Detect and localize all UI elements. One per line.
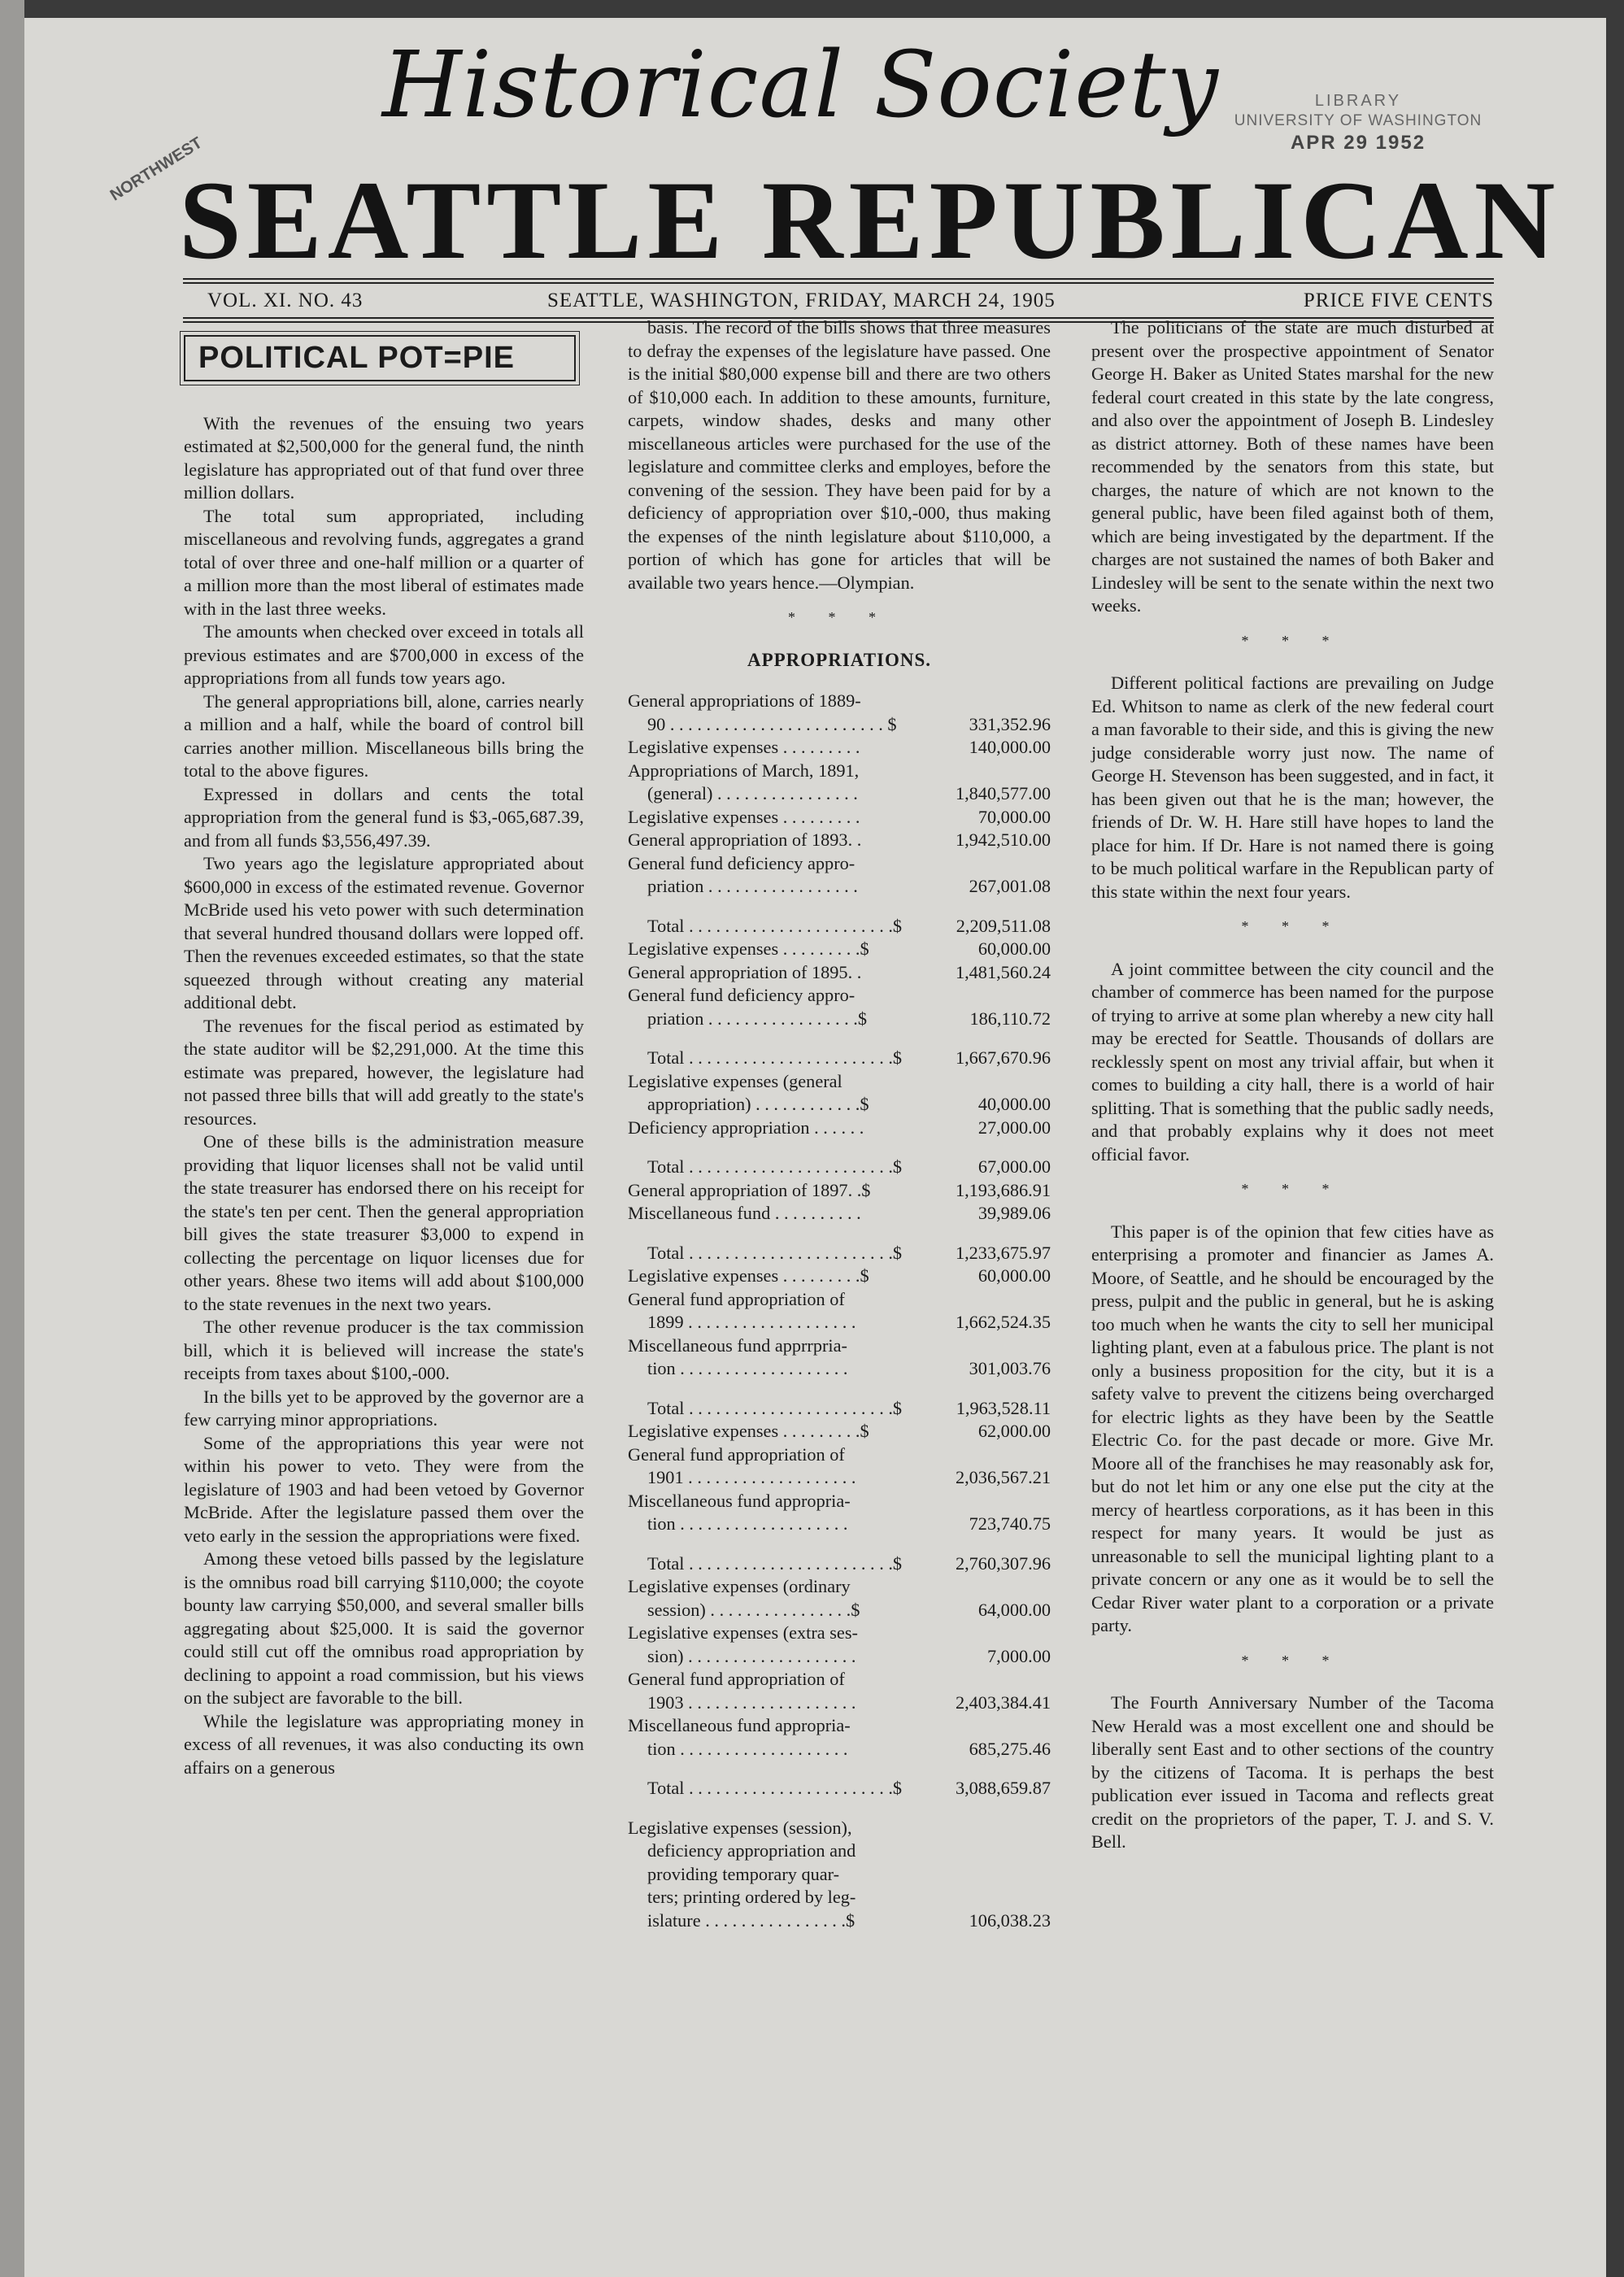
appropriation-label: Miscellaneous fund apprrpria- <box>628 1334 847 1356</box>
appropriation-row <box>628 1093 1051 1117</box>
volume-number: VOL. XI. NO. 43 <box>207 290 364 311</box>
appropriation-label: Total . . . . . . . . . . . . . . . . . . . . . . .$ <box>647 1552 903 1574</box>
appropriation-amount: 1,233,675.97 <box>955 1242 1051 1263</box>
appropriation-label: deficiency appropriation and <box>647 1840 856 1861</box>
library-received-stamp <box>1212 91 1504 155</box>
appropriation-amount: 2,403,384.41 <box>955 1691 1051 1713</box>
price-text: PRICE FIVE CENTS <box>1303 290 1494 311</box>
appropriation-row <box>628 1420 1051 1443</box>
appropriation-row <box>628 1466 1051 1490</box>
appropriation-label: Miscellaneous fund . . . . . . . . . . <box>628 1203 861 1223</box>
editorial-paragraph: This paper is of the opinion that few cities have as enterprising a promoter and financier as James A. Moore, of Seattle, and he should be encouraged by the press, pulpit and the public in general, but he is asking too much when he wants the city to sell her municipal lighting plant, even at a fabulous price. The plant is not only a business proposition for the city, but it is a safety valve to prevent the citizens being overcharged for electric lights as they have been by the Seattle Electric Co. for the past decade or more. Give Mr. Moore all of the franchises he may reasonably ask for, but do not let him or any one else put the city at the mercy of heartless corporations, as it has been in this respect for many years. It would be just as unreasonable to sell the municipal lighting plant to a private concern or any one as it would be to sell the Cedar River water plant to a corporation or a private party. <box>1091 1221 1494 1635</box>
appropriation-label: 1903 . . . . . . . . . . . . . . . . . . . <box>647 1691 856 1713</box>
appropriation-row <box>628 713 1051 737</box>
appropriation-amount: 723,740.75 <box>969 1513 1051 1534</box>
appropriation-label: Legislative expenses . . . . . . . . .$ <box>628 1421 869 1441</box>
appropriation-row <box>628 1622 1051 1645</box>
appropriation-label: Legislative expenses . . . . . . . . .$ <box>628 938 869 959</box>
appropriation-amount: 39,989.06 <box>977 1203 1051 1223</box>
appropriation-amount: 267,001.08 <box>969 876 1051 896</box>
article-paragraph: The general appropriations bill, alone, carries nearly a million and a half, while the board of control bill carries another million. Miscellaneous bills bring the total to the above figures. <box>184 690 584 781</box>
appropriation-row <box>628 984 1051 1008</box>
appropriation-row <box>628 1242 1051 1265</box>
appropriation-row <box>628 938 1051 961</box>
appropriation-row <box>628 1777 1051 1800</box>
section-divider-stars: * * * <box>788 609 890 625</box>
article-paragraph: Among these vetoed bills passed by the legislature is the omnibus road bill carrying $110,000; the coyote bounty law carrying $50,000, and several smaller bills aggregating about $25,000. It is said the governor could still cut off the omnibus road appropriation by declining to appoint a road commission, but his views on the subject are favorable to the bill. <box>184 1548 584 1708</box>
appropriation-amount: 60,000.00 <box>977 1265 1051 1286</box>
appropriation-row <box>628 736 1051 760</box>
masthead-rule-top <box>183 278 1494 280</box>
column-political-pot-pie <box>184 335 584 1779</box>
appropriation-amount: 3,088,659.87 <box>955 1778 1051 1798</box>
appropriation-row <box>628 1513 1051 1536</box>
article-heading-box: POLITICAL POT=PIE <box>184 335 576 381</box>
appropriation-row <box>628 690 1051 713</box>
appropriation-label: Total . . . . . . . . . . . . . . . . . . . . . . .$ <box>647 1156 903 1177</box>
appropriation-label: Deficiency appropriation . . . . . . <box>628 1117 864 1138</box>
appropriations-title: APPROPRIATIONS. <box>747 649 932 670</box>
appropriation-amount: 64,000.00 <box>977 1599 1051 1620</box>
appropriation-label: General appropriation of 1895. . <box>628 961 862 982</box>
appropriation-label: General appropriations of 1889- <box>628 690 861 711</box>
appropriation-label: General appropriation of 1897. .$ <box>628 1179 871 1200</box>
section-divider-stars: * * * <box>1241 632 1344 649</box>
appropriation-label: Total . . . . . . . . . . . . . . . . . . . . . . .$ <box>647 1242 903 1263</box>
article-paragraph: Some of the appropriations this year were not within his power to veto. They were from the legislature of 1903 and had been vetoed by Governor McBride. After the legislature passed them over the veto early in the session the appropriations were fixed. <box>184 1432 584 1546</box>
appropriation-label: 1901 . . . . . . . . . . . . . . . . . . . <box>647 1467 856 1487</box>
appropriation-row <box>628 1909 1051 1933</box>
appropriation-label: General fund appropriation of <box>628 1443 845 1465</box>
appropriation-row <box>628 1047 1051 1070</box>
editorial-paragraph: Different political factions are prevailing on Judge Ed. Whitson to name as clerk of the new federal court a man favorable to their side, and this is giving the new judge considerable worry just now. The name of George H. Stevenson has been suggested, and in fact, it has been given out that he is the man; however, the friends of Dr. W. H. Hare still have hopes to land the place for him. If Dr. Hare is not named there is going to be much political warfare in the Republican party of this state within the next four years. <box>1091 673 1494 902</box>
section-divider-stars: * * * <box>1241 1181 1344 1197</box>
appropriation-amount: 1,840,577.00 <box>955 783 1051 803</box>
appropriation-row <box>628 1575 1051 1599</box>
appropriation-label: Legislative expenses . . . . . . . . .$ <box>628 1265 869 1286</box>
dateline-bar <box>183 286 1494 316</box>
appropriation-amount: 106,038.23 <box>969 1909 1051 1931</box>
library-stamp-line2: UNIVERSITY OF WASHINGTON <box>1234 112 1482 129</box>
handwritten-annotation: Historical Society <box>382 33 1219 138</box>
appropriation-row <box>628 1839 1051 1863</box>
appropriation-amount: 40,000.00 <box>977 1094 1051 1114</box>
appropriation-amount: 2,209,511.08 <box>956 915 1051 936</box>
appropriation-row <box>628 1117 1051 1140</box>
appropriation-label: priation . . . . . . . . . . . . . . . . .$ <box>647 1008 868 1029</box>
appropriation-amount: 2,760,307.96 <box>955 1552 1051 1574</box>
appropriation-row <box>628 1156 1051 1179</box>
appropriation-amount: 1,662,524.35 <box>955 1312 1051 1332</box>
appropriation-label: Legislative expenses (session), <box>628 1817 852 1838</box>
column-appropriations <box>628 316 1051 1932</box>
appropriation-row <box>628 961 1051 985</box>
appropriation-amount: 186,110.72 <box>969 1008 1051 1029</box>
appropriation-label: sion) . . . . . . . . . . . . . . . . . . . <box>647 1645 856 1666</box>
article-paragraph: The total sum appropriated, including miscellaneous and revolving funds, aggregates a grand total of over three and one-half million or a quarter of a million more than the most liberal of estimates made with in the last three weeks. <box>184 505 584 619</box>
appropriation-row <box>628 1288 1051 1312</box>
appropriation-amount: 1,942,510.00 <box>955 829 1051 850</box>
appropriation-label: priation . . . . . . . . . . . . . . . . . <box>647 876 858 896</box>
column-political-notes <box>1091 316 1494 1854</box>
appropriation-row <box>628 1008 1051 1031</box>
appropriation-label: tion . . . . . . . . . . . . . . . . . . . <box>647 1513 848 1534</box>
appropriation-label: Total . . . . . . . . . . . . . . . . . . . . . . .$ <box>647 1778 903 1798</box>
appropriation-label: General appropriation of 1893. . <box>628 829 862 850</box>
appropriation-row <box>628 1863 1051 1887</box>
masthead-title: SEATTLE REPUBLICAN <box>179 158 1561 282</box>
article-paragraph: Expressed in dollars and cents the total appropriation from the general fund is $3,-065,687.39, and from all funds $3,556,497.39. <box>184 783 584 851</box>
appropriation-amount: 27,000.00 <box>977 1117 1051 1138</box>
appropriation-row <box>628 852 1051 876</box>
article-paragraph: While the legislature was appropriating money in excess of all revenues, it was also conducting its own affairs on a generous <box>184 1710 584 1778</box>
appropriation-row <box>628 1668 1051 1691</box>
appropriation-row <box>628 1334 1051 1358</box>
appropriation-label: Legislative expenses (ordinary <box>628 1576 851 1596</box>
editorial-paragraph: The politicians of the state are much disturbed at present over the prospective appointment of Senator George H. Baker as United States marshal for the new federal court created in this state by the late congress, and also over the appointment of Joseph B. Lindesley as district attorney. Both of these names have been recommended by the senators from this state, but charges, the nature of which are not known to the general public, have been filed against both of them, which are being investigated by the department. If the charges are not sustained the names of both Baker and Lindesley will be sent to the senate within the next two weeks. <box>1091 317 1494 616</box>
appropriation-label: tion . . . . . . . . . . . . . . . . . . . <box>647 1358 848 1378</box>
appropriation-label: providing temporary quar- <box>647 1863 840 1884</box>
appropriation-row <box>628 806 1051 829</box>
article-continuation: basis. The record of the bills shows that three measures to defray the expenses of the legislature have passed. One is the initial $80,000 expense bill and there are two others of $10,000 each. In addition to these amounts, furniture, carpets, window shades, desks and many other miscellaneous articles were purchased for the use of the legislature and committee clerks and employes, before the convening of the session. They have been paid for by a deficiency of appropriation over $10,-000, thus making the expenses of the ninth legislature about $110,000, a portion of which has gone for articles that will be available two years hence.—Olympian. <box>628 317 1051 593</box>
appropriation-amount: 62,000.00 <box>977 1421 1051 1441</box>
appropriation-row <box>628 915 1051 938</box>
appropriation-label: Miscellaneous fund appropria- <box>628 1490 851 1511</box>
appropriation-row <box>628 1490 1051 1513</box>
appropriation-row <box>628 1552 1051 1576</box>
article-paragraph: The revenues for the fiscal period as estimated by the state auditor will be $2,291,000. At the time this estimate was prepared, however, the legislature had not passed three bills that will add greatly to the state's resources. <box>184 1015 584 1129</box>
appropriation-amount: 301,003.76 <box>969 1358 1051 1378</box>
appropriation-row <box>628 1886 1051 1909</box>
appropriation-row <box>628 1645 1051 1669</box>
appropriation-row <box>628 1265 1051 1288</box>
appropriation-row <box>628 1179 1051 1203</box>
appropriation-amount: 140,000.00 <box>969 737 1051 757</box>
appropriation-label: Total . . . . . . . . . . . . . . . . . . . . . . .$ <box>647 915 903 936</box>
library-stamp-date: APR 29 1952 <box>1290 131 1426 154</box>
appropriation-amount: 1,193,686.91 <box>955 1179 1051 1200</box>
appropriation-label: General fund appropriation of <box>628 1288 845 1309</box>
article-paragraph: The other revenue producer is the tax commission bill, which it is believed will increase the state's receipts from taxes about $100,-000. <box>184 1317 584 1383</box>
appropriation-amount: 1,963,528.11 <box>956 1397 1051 1418</box>
appropriation-label: 1899 . . . . . . . . . . . . . . . . . . . <box>647 1312 856 1332</box>
appropriation-row <box>628 1311 1051 1334</box>
appropriation-label: General fund deficiency appro- <box>628 985 856 1005</box>
appropriation-label: General fund appropriation of <box>628 1669 845 1689</box>
appropriation-label: Total . . . . . . . . . . . . . . . . . . . . . . .$ <box>647 1397 903 1418</box>
adjacent-page-edge <box>0 0 24 2277</box>
appropriation-row <box>628 760 1051 783</box>
appropriation-label: General fund deficiency appro- <box>628 852 856 873</box>
appropriation-amount: 1,667,670.96 <box>955 1047 1051 1068</box>
appropriation-label: Legislative expenses . . . . . . . . . <box>628 806 860 827</box>
appropriation-row <box>628 829 1051 852</box>
appropriation-amount: 70,000.00 <box>977 806 1051 827</box>
article-paragraph: One of these bills is the administration measure providing that liquor licenses shall not be valid until the state treasurer has endorsed there on his receipt for the state's ten per cent. Then the general appropriation bill gives the state treasurer $3,000 to expend in collecting the percentage on liquor licenses due for other years. 8hese two items will add about $100,000 to the state revenues in the next two years. <box>184 1131 584 1314</box>
appropriation-label: session) . . . . . . . . . . . . . . . .$ <box>647 1599 860 1620</box>
appropriation-row <box>628 1599 1051 1622</box>
appropriation-label: tion . . . . . . . . . . . . . . . . . . . <box>647 1738 848 1759</box>
article-paragraph: With the revenues of the ensuing two years estimated at $2,500,000 for the general fund, the ninth legislature has appropriated out of that fund over three million dollars. <box>184 412 584 503</box>
editorial-paragraph: The Fourth Anniversary Number of the Tacoma New Herald was a most excellent one and should be liberally sent East and to other sections of the country by the citizens of Tacoma. It is perhaps the best publication ever issued in Tacoma and reflects great credit on the proprietors of the paper, T. J. and S. V. Bell. <box>1091 1692 1494 1852</box>
appropriation-label: Legislative expenses (general <box>628 1070 842 1091</box>
appropriation-row <box>628 875 1051 899</box>
article-paragraph: In the bills yet to be approved by the governor are a few carrying minor appropriations. <box>184 1386 584 1430</box>
appropriation-row <box>628 782 1051 806</box>
appropriation-row <box>628 1357 1051 1381</box>
newspaper-page <box>24 18 1606 2277</box>
section-divider-stars: * * * <box>1241 918 1344 934</box>
appropriation-label: Legislative expenses (extra ses- <box>628 1622 858 1643</box>
northwest-stamp: NORTHWEST <box>107 133 206 205</box>
appropriation-label: Total . . . . . . . . . . . . . . . . . . . . . . .$ <box>647 1047 903 1068</box>
appropriation-label: Appropriations of March, 1891, <box>628 760 860 781</box>
appropriation-label: (general) . . . . . . . . . . . . . . . . <box>647 783 858 803</box>
appropriation-row <box>628 1691 1051 1715</box>
appropriation-row <box>628 1202 1051 1226</box>
appropriation-amount: 2,036,567.21 <box>955 1467 1051 1487</box>
appropriation-amount: 1,481,560.24 <box>955 961 1051 982</box>
library-stamp-line1: LIBRARY <box>1314 92 1402 110</box>
appropriation-amount: 685,275.46 <box>969 1738 1051 1759</box>
article-paragraph: The amounts when checked over exceed in totals all previous estimates and are $700,000 in excess of the appropriations from all funds tow years ago. <box>184 621 584 688</box>
appropriation-amount: 60,000.00 <box>977 938 1051 959</box>
section-divider-stars: * * * <box>1241 1652 1344 1669</box>
appropriation-amount: 67,000.00 <box>977 1156 1051 1177</box>
masthead-rule-top-2 <box>183 282 1494 284</box>
appropriation-label: ters; printing ordered by leg- <box>647 1887 856 1907</box>
appropriation-label: appropriation) . . . . . . . . . . . .$ <box>647 1094 869 1114</box>
appropriation-row <box>628 1738 1051 1761</box>
appropriation-amount: 7,000.00 <box>986 1645 1051 1666</box>
editorial-paragraph: A joint committee between the city council and the chamber of commerce has been named for the purpose of trying to arrive at some plan whereby a new city hall may be erected for Seattle. Thousands of dollars are recklessly spent on most any trivial affair, but when it comes to building a city hall, there is a world of hair splitting. That is something that the public sadly needs, and that probably explains why it does not meet official favor. <box>1091 958 1494 1165</box>
appropriation-label: islature . . . . . . . . . . . . . . . .$ <box>647 1909 856 1931</box>
appropriation-row <box>628 1070 1051 1094</box>
appropriation-amount: 331,352.96 <box>969 713 1051 734</box>
dateline-text: SEATTLE, WASHINGTON, FRIDAY, MARCH 24, 1905 <box>547 290 1056 311</box>
appropriation-row <box>628 1817 1051 1840</box>
appropriations-table <box>628 690 1051 1932</box>
appropriation-label: Legislative expenses . . . . . . . . . <box>628 737 860 757</box>
appropriation-label: 90 . . . . . . . . . . . . . . . . . . . . . . . . $ <box>647 713 897 734</box>
appropriation-row <box>628 1714 1051 1738</box>
appropriation-row <box>628 1443 1051 1467</box>
article-paragraph: Two years ago the legislature appropriated about $600,000 in excess of the estimated revenue. Governor McBride used his veto power with such determination that several hundred thousand dollars were lopped off. Then the revenues exceeded estimates, so that the state squeezed through without creating any material additional debt. <box>184 853 584 1012</box>
appropriation-label: Miscellaneous fund appropria- <box>628 1715 851 1735</box>
appropriation-row <box>628 1397 1051 1421</box>
